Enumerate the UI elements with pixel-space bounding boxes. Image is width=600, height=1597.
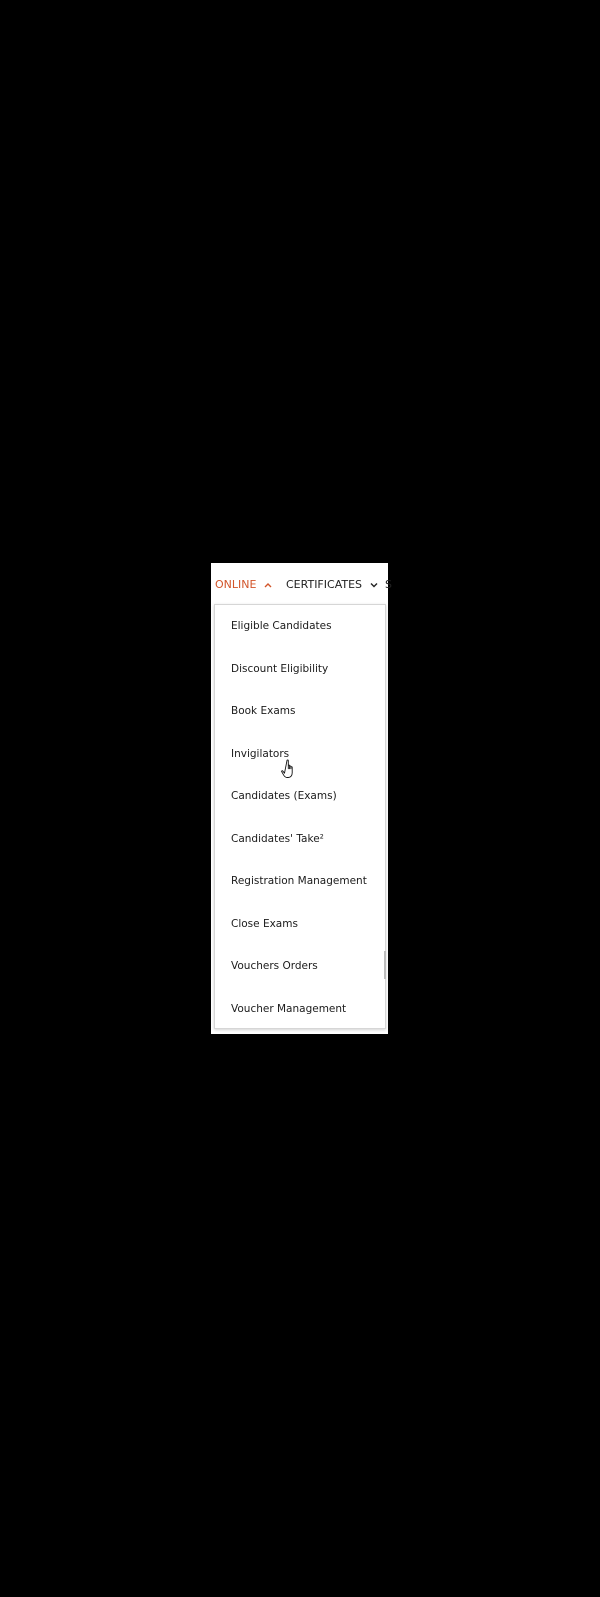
menu-item-eligible-candidates[interactable]: Eligible Candidates (231, 620, 332, 632)
scrollbar-edge[interactable] (384, 951, 386, 979)
menu-item-close-exams[interactable]: Close Exams (231, 917, 298, 930)
menu-item-candidates-exams[interactable]: Candidates (Exams) (231, 790, 337, 802)
chevron-down-icon (369, 580, 379, 590)
menu-item-voucher-management[interactable]: Voucher Management (231, 1002, 347, 1015)
menu-item-book-exams[interactable]: Book Exams (231, 705, 296, 717)
nav-certificates[interactable] (286, 577, 379, 593)
nav-next-item-cut[interactable] (385, 577, 392, 593)
chevron-up-icon (263, 580, 273, 590)
top-navbar (211, 563, 392, 605)
nav-next-label: S (385, 578, 392, 591)
menu-item-discount-eligibility[interactable]: Discount Eligibility (231, 662, 329, 675)
nav-online-label: ONLINE (215, 578, 257, 591)
nav-certificates-label: CERTIFICATES (286, 578, 363, 591)
menu-item-registration-management[interactable]: Registration Management (231, 875, 367, 887)
nav-online[interactable] (215, 577, 273, 593)
menu-item-vouchers-orders[interactable]: Vouchers Orders (231, 960, 318, 972)
hand-pointer-icon (282, 759, 300, 781)
menu-item-candidates-take2[interactable]: Candidates' Take² (231, 832, 324, 845)
online-dropdown-menu (214, 604, 386, 1029)
menu-item-invigilators[interactable]: Invigilators (231, 747, 290, 760)
navigation-panel (211, 563, 392, 1034)
